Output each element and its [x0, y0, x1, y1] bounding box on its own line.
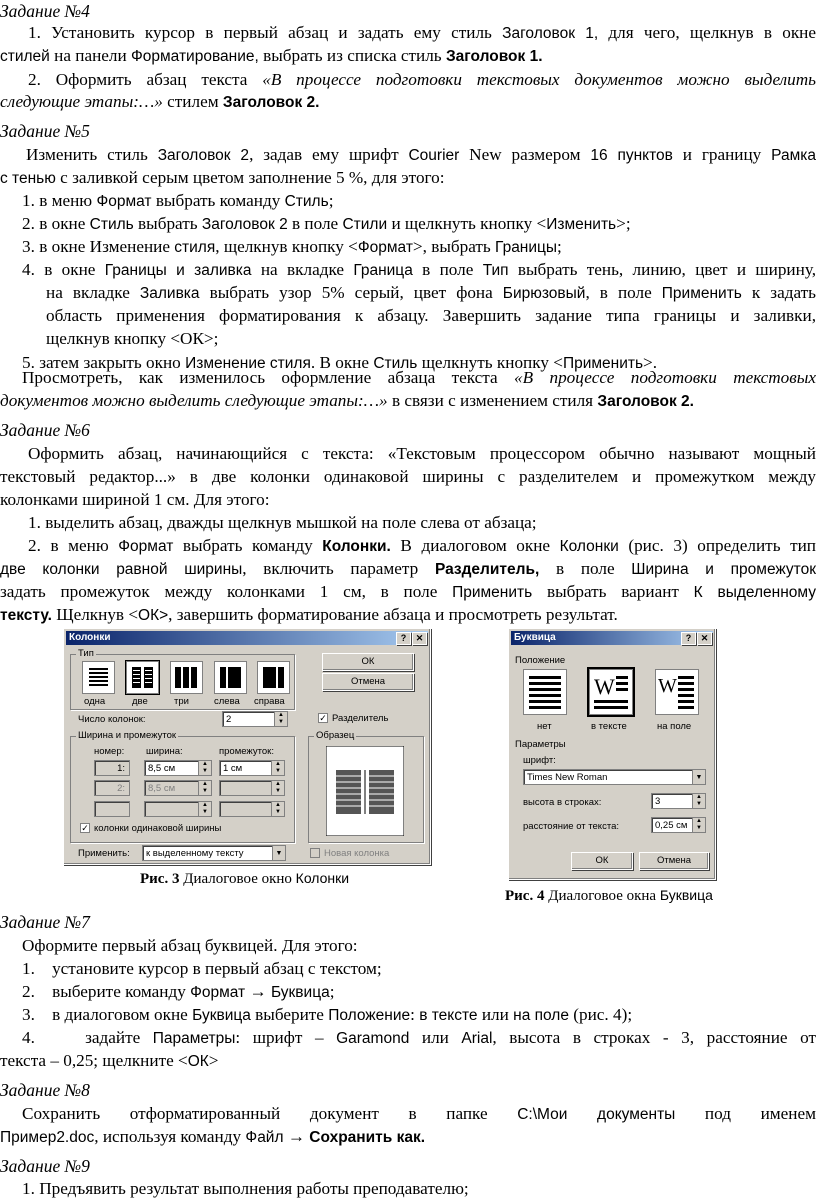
- apply-label: Применить:: [78, 848, 130, 859]
- task-7-step-2: 2. выберите команду Формат → Буквица;: [22, 982, 335, 1001]
- num-cols-spinner[interactable]: 2 ▲ ▼: [222, 711, 288, 727]
- lines-spinner[interactable]: 3 ▲ ▼: [651, 793, 706, 809]
- task-4-step-1-line-2: стилей на панели Форматирование, выбрать из списка стиль Заголовок 1.: [0, 46, 543, 65]
- distance-label: расстояние от текста:: [523, 821, 619, 832]
- task-5-step-4-line-1: 4. в окне Границы и заливка на вкладке Граница в поле Тип выбрать тень, линию, цвет и ширину,: [22, 260, 816, 279]
- distance-spinner[interactable]: 0,25 см ▲ ▼: [651, 817, 706, 833]
- task-8-line-1: Сохранить отформатированный документ в папке С:\Мои документы под именем: [22, 1104, 816, 1123]
- task-4-title: Задание №4: [0, 1, 90, 21]
- equal-width-checkbox[interactable]: ✓: [81, 823, 89, 833]
- preset-three-icon[interactable]: [170, 661, 203, 694]
- task-6-step-2-line-2: две колонки равной ширины, включить параметр Разделитель, в поле Ширина и промежуток: [0, 559, 816, 578]
- columns-dialog: [63, 628, 431, 865]
- preset-one-icon[interactable]: [82, 661, 115, 694]
- help-icon[interactable]: ?: [681, 632, 696, 645]
- task-9: [0, 1155, 816, 1178]
- chevron-down-icon: ▼: [272, 846, 285, 860]
- col-2-gap-spinner[interactable]: ▲ ▼: [219, 780, 285, 796]
- col-2-number: 2:: [94, 780, 130, 796]
- preset-left-label: слева: [214, 696, 240, 707]
- preset-left-icon[interactable]: [214, 661, 247, 694]
- separator-label: Разделитель: [332, 713, 389, 724]
- task-5-step-4-line-2: на вкладке Заливка выбрать узор 5% серый, цвет фона Бирюзовый, в поле Применить к задать: [46, 283, 816, 302]
- preset-right-label: справа: [254, 696, 285, 707]
- col-2-width-spinner[interactable]: 8,5 см ▲ ▼: [144, 780, 212, 796]
- help-icon[interactable]: ?: [396, 632, 411, 645]
- sample-group: Образец: [308, 736, 424, 843]
- figure-3-caption: Рис. 3 Диалоговое окно Колонки: [140, 870, 350, 887]
- task-5-view-line-1: Просмотреть, как изменилось оформление абзаца текста «В процессе подготовки текстовых: [22, 368, 816, 387]
- ok-button[interactable]: ОК: [571, 852, 633, 870]
- task-5-step-5: 5. затем закрыть окно Изменение стиля. В окне Стиль щелкнуть кнопку <Применить>.: [22, 353, 658, 372]
- equal-width-label: колонки одинаковой ширины: [94, 823, 222, 834]
- task-7-intro: Оформите первый абзац буквицей. Для этого:: [22, 936, 358, 955]
- task-8-line-2: Пример2.doc, используя команду Файл → Сохранить как.: [0, 1127, 426, 1146]
- figure-4-caption: Рис. 4 Диалоговое окна Буквица: [505, 887, 713, 904]
- col-3-width-spinner[interactable]: ▲ ▼: [144, 801, 212, 817]
- task-9-title: Задание №9: [0, 1156, 90, 1176]
- lines-label: высота в строках:: [523, 797, 602, 808]
- font-label: шрифт:: [523, 755, 556, 766]
- dropcap-dialog: [508, 628, 716, 880]
- dropcap-none-icon[interactable]: [523, 669, 567, 715]
- task-6-intro-line-1: Оформить абзац, начинающийся с текста: «Текстовым процессором обычно называют мощный: [28, 444, 816, 463]
- task-7-step-1: 1. установите курсор в первый абзац с текстом;: [22, 959, 382, 978]
- preset-two-icon[interactable]: [126, 661, 159, 694]
- task-8-title: Задание №8: [0, 1080, 90, 1100]
- params-label: Параметры: [515, 739, 566, 750]
- col-width-header: ширина:: [146, 746, 183, 757]
- col-num-header: номер:: [94, 746, 125, 757]
- dropcap-letter: W: [658, 675, 677, 697]
- task-5-step-1: 1. в меню Формат выбрать команду Стиль;: [22, 191, 334, 210]
- font-select[interactable]: Times New Roman ▼: [523, 769, 706, 785]
- task-7: [0, 911, 816, 934]
- task-6-intro-line-2: текстовый редактор...» в две колонки одинаковой ширины с разделителем и промежутком между: [0, 467, 816, 486]
- opt-none-label: нет: [537, 721, 552, 732]
- separator-checkbox[interactable]: ✓: [319, 713, 327, 723]
- task-4-step-2-line-1: 2. Оформить абзац текста «В процессе подготовки текстовых документов можно выделить: [28, 70, 816, 89]
- type-group: Тип: [70, 654, 295, 710]
- apply-select[interactable]: к выделенному тексту ▼: [142, 845, 286, 861]
- width-gap-group: Ширина и промежуток: [70, 736, 295, 843]
- dropcap-dialog-titlebar: [511, 631, 713, 645]
- preset-right-icon[interactable]: [257, 661, 290, 694]
- task-7-step-3: 3. в диалоговом окне Буквица выберите Положение: в тексте или на поле (рис. 4);: [22, 1005, 633, 1024]
- dropcap-letter: W: [594, 674, 615, 699]
- cancel-button[interactable]: Отмена: [639, 852, 709, 870]
- col-1-number: 1:: [94, 760, 130, 776]
- cancel-button[interactable]: Отмена: [322, 673, 414, 691]
- dropcap-in-margin-icon[interactable]: [655, 669, 699, 715]
- task-5-title: Задание №5: [0, 121, 90, 141]
- task-6: [0, 419, 816, 442]
- col-1-width-spinner[interactable]: 8,5 см ▲ ▼: [144, 760, 212, 776]
- task-5-step-3: 3. в окне Изменение стиля, щелкнув кнопку <Формат>, выбрать Границы;: [22, 237, 562, 256]
- columns-dialog-titlebar: [66, 631, 428, 645]
- task-5-step-4-line-3: область применения форматирования к абзацу. Завершить задание типа границы и заливки,: [46, 306, 816, 325]
- dropcap-in-text-icon[interactable]: [589, 669, 633, 715]
- spinner-arrows-icon: ▲ ▼: [274, 712, 287, 726]
- new-column-label: Новая колонка: [324, 848, 390, 859]
- task-6-step-2-line-3: задать промежуток между колонками 1 см, в поле Применить выбрать вариант К выделенному: [0, 582, 816, 601]
- position-label: Положение: [515, 655, 566, 666]
- task-7-step-4-line-1: 4. задайте Параметры: шрифт – Garamond или Arial, высота в строках - 3, расстояние от: [22, 1028, 816, 1047]
- task-6-intro-line-3: колонками шириной 1 см. Для этого:: [0, 490, 270, 509]
- chevron-down-icon: ▼: [692, 770, 705, 784]
- col-3-gap-spinner[interactable]: ▲ ▼: [219, 801, 285, 817]
- preset-three-label: три: [174, 696, 189, 707]
- num-cols-label: Число колонок:: [78, 714, 146, 725]
- sample-preview: [326, 746, 404, 836]
- task-5-intro-line-1: Изменить стиль Заголовок 2, задав ему шрифт Courier New размером 16 пунктов и границу Рамка: [26, 145, 816, 164]
- close-icon[interactable]: ✕: [412, 632, 427, 645]
- task-5: [0, 120, 816, 143]
- opt-in-text-label: в тексте: [591, 721, 627, 732]
- task-6-step-1: 1. выделить абзац, дважды щелкнув мышкой на поле слева от абзаца;: [28, 513, 537, 532]
- col-gap-header: промежуток:: [219, 746, 274, 757]
- preset-two-label: две: [132, 696, 148, 707]
- task-4-step-2-line-2: следующие этапы:…» стилем Заголовок 2.: [0, 92, 320, 111]
- task-8: [0, 1079, 816, 1102]
- col-1-gap-spinner[interactable]: 1 см ▲ ▼: [219, 760, 285, 776]
- new-column-checkbox[interactable]: [310, 848, 320, 858]
- columns-dialog-title: Колонки: [69, 632, 111, 643]
- opt-in-margin-label: на поле: [657, 721, 692, 732]
- task-5-intro-line-2: с тенью с заливкой серым цветом заполнение 5 %, для этого:: [0, 168, 445, 187]
- task-4-step-1-line-1: 1. Установить курсор в первый абзац и задать ему стиль Заголовок 1, для чего, щелкнув в окне: [28, 23, 816, 42]
- task-5-step-2: 2. в окне Стиль выбрать Заголовок 2 в поле Стили и щелкнуть кнопку <Изменить>;: [22, 214, 631, 233]
- close-icon[interactable]: ✕: [697, 632, 712, 645]
- dropcap-dialog-title: Буквица: [514, 632, 556, 643]
- task-6-step-2-line-1: 2. в меню Формат выбрать команду Колонки. В диалоговом окне Колонки (рис. 3) определить тип: [28, 536, 816, 555]
- task-4: [0, 0, 816, 23]
- ok-button[interactable]: ОК: [322, 653, 414, 671]
- task-6-step-2-line-4: тексту. Щелкнув <ОК>, завершить форматирование абзаца и просмотреть результат.: [0, 605, 618, 624]
- task-7-step-4-line-2: текста – 0,25; щелкните <ОК>: [0, 1051, 219, 1070]
- preset-one-label: одна: [84, 696, 106, 707]
- task-5-view-line-2: документов можно выделить следующие этапы:…» в связи с изменением стиля Заголовок 2.: [0, 391, 694, 410]
- col-3-number: [94, 801, 130, 817]
- task-7-title: Задание №7: [0, 912, 90, 932]
- task-5-step-4-line-4: щелкнув кнопку <ОК>;: [46, 329, 219, 348]
- task-9-step-1: 1. Предъявить результат выполнения работы преподавателю;: [22, 1179, 469, 1198]
- task-6-title: Задание №6: [0, 420, 90, 440]
